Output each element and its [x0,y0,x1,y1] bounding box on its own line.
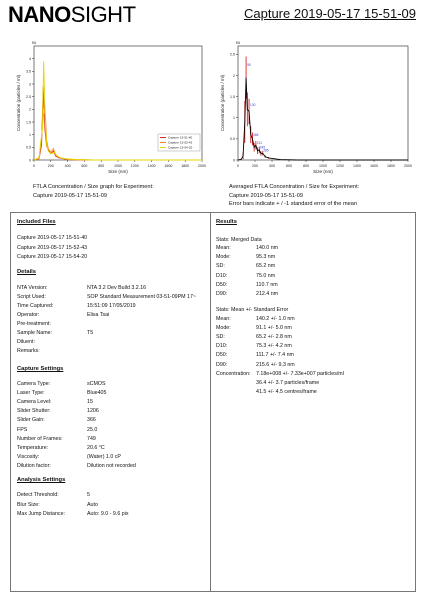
capture-setting-label: FPS [17,426,28,433]
y-tick-label: 4 [29,56,31,61]
capture-setting-label: Laser Type: [17,390,45,397]
detail-label: NTA Version: [17,285,48,291]
capture-setting-value: 749 [87,435,96,442]
analysis-setting-value: Auto [87,501,98,508]
x-tick-label: 600 [81,164,88,168]
legend-entry: Capture 15-54-20 [168,145,193,150]
stderr-stat-value: 41.5 +/- 4.5 centres/frame [256,388,317,395]
capture-setting-value: 25.0 [87,426,98,433]
x-tick-label: 1800 [181,164,190,168]
left-graph-caption [33,183,154,200]
capture-setting-value: 15 [87,399,93,406]
detail-label: Time Captured: [17,303,54,309]
x-tick-label: 200 [47,164,54,168]
capture-setting-label: Viscosity: [17,453,40,460]
x-axis-label: Size (nm) [313,169,333,174]
x-axis-label: Size (nm) [108,169,128,174]
capture-setting-value: sCMOS [87,381,106,387]
detail-label: Remarks: [17,348,40,354]
y-tick-label: 2 [29,107,31,112]
merged-stat-label: D50: [216,281,228,288]
report-box [10,212,416,592]
stderr-stat-value: 111.7 +/- 7.4 nm [256,352,294,359]
peak-label: 166 [253,132,259,137]
legend-entry: Capture 15-51-40 [168,135,193,140]
x-tick-label: 1000 [114,164,122,168]
x-tick-label: 1800 [387,164,395,168]
stderr-stat-label: D90: [216,361,228,368]
capture-setting-value: (Water) 1.0 cP [87,453,121,460]
x-tick-label: 1200 [336,164,344,168]
merged-stat-value: 212.4 nm [256,291,279,297]
detail-label: Script Used: [17,294,46,300]
section-heading-results: Results [216,219,237,225]
logo-text-sight: SIGHT [70,2,136,27]
peak-label: 285 [263,148,269,153]
x-tick-label: 1400 [147,164,156,168]
stderr-stat-label: D10: [216,343,228,350]
capture-setting-label: Camera Type: [17,381,51,387]
stderr-stat-label: Concentration: [216,370,251,377]
capture-setting-label: Dilution factor: [17,462,51,469]
merged-stat-value: 95.3 nm [256,254,276,261]
plot-frame [238,46,408,160]
caption-line: Error bars indicate + / -1 standard error of the mean [229,201,357,207]
stderr-stat-label: D50: [216,352,228,359]
stderr-stats-heading: Stats: Mean +/- Standard Error [216,307,289,313]
x-tick-label: 1600 [164,164,173,168]
x-tick-label: 400 [64,164,71,168]
y-tick-label: 2 [233,73,235,78]
detail-value: T5 [87,330,94,336]
y-exponent-label: E6 [236,41,241,45]
right-graph-caption [229,183,359,209]
capture-setting-value: Dilution not recorded [87,462,136,469]
section-heading-capture-settings: Capture Settings [17,366,64,372]
section-heading-details: Details [17,269,37,275]
y-exponent-label: E6 [32,41,37,45]
caption-line: FTLA Concentration / Size graph for Experiment: [33,184,154,190]
y-tick-label: 0.5 [26,145,31,150]
capture-setting-label: Number of Frames: [17,435,63,442]
caption-line: Capture 2019-05-17 15-51-09 [229,192,304,199]
detail-value: NTA 3.2 Dev Build 3.2.16 [87,285,147,291]
x-tick-label: 0 [33,164,35,168]
ftla-concentration-size-chart [8,32,208,182]
y-tick-label: 0 [233,158,235,163]
detail-label: Diluent: [17,339,35,345]
included-file-item: Capture 2019-05-17 15-51-40 [17,235,88,241]
stderr-stat-label: SD: [216,334,225,341]
x-tick-label: 600 [286,164,292,168]
nanosight-logo [8,3,136,27]
analysis-setting-label: Max Jump Distance: [17,511,65,517]
y-tick-label: 2.5 [26,94,31,99]
x-tick-label: 2000 [198,164,206,168]
detail-label: Sample Name: [17,330,53,336]
stderr-stat-value: 75.3 +/- 4.2 nm [256,343,292,350]
peak-label: 245 [259,145,266,150]
stderr-stat-value: 65.2 +/- 2.8 nm [256,334,292,341]
x-tick-label: 1600 [370,164,378,168]
legend-entry: Capture 15-52-43 [168,140,193,145]
peak-label: 211 [256,141,263,146]
detail-value: SOP Standard Measurement 03-51-09PM 17~ [87,294,196,300]
x-tick-label: 2000 [404,164,412,168]
analysis-setting-value: Auto: 9.0 - 9.6 pix [87,511,129,517]
included-file-item: Capture 2019-05-17 15-54-20 [17,254,88,260]
capture-setting-value: 1206 [87,408,99,415]
capture-setting-label: Camera Level: [17,399,52,406]
peak-label: 95 [247,63,251,68]
x-tick-label: 1200 [130,164,139,168]
merged-stat-label: D90: [216,291,228,297]
detail-value: 15:51:09 17/05/2019 [87,303,136,309]
capture-setting-label: Slider Shutter: [17,408,51,415]
y-tick-label: 1.5 [230,94,235,99]
x-tick-label: 1400 [353,164,361,168]
analysis-setting-label: Blur Size: [17,501,40,508]
logo-text-nano: NANO [8,2,71,27]
page-title: Capture 2019-05-17 15-51-09 [243,6,416,21]
y-tick-label: 0 [29,158,31,163]
capture-setting-value: Blue405 [87,390,107,397]
merged-stat-label: SD: [216,263,225,270]
stderr-stat-label: Mean: [216,316,231,322]
y-axis-label: Concentration (particles / ml) [16,74,21,132]
detail-value: Elisa Tsai [87,312,110,318]
merged-stat-label: D10: [216,272,228,279]
x-tick-label: 0 [237,164,239,168]
merged-stat-value: 140.0 nm [256,245,279,251]
detail-label: Pre-treatment: [17,321,51,327]
y-axis-label: Concentration (particles / ml) [220,74,225,132]
stderr-stat-label: Mode: [216,325,231,332]
merged-stat-label: Mean: [216,245,231,251]
section-heading-analysis-settings: Analysis Settings [17,477,66,483]
x-tick-label: 800 [98,164,105,168]
column-divider [210,212,211,592]
detail-label: Operator: [17,312,40,318]
stderr-stat-value: 215.6 +/- 9.3 nm [256,361,295,368]
x-tick-label: 800 [303,164,309,168]
capture-setting-value: 366 [87,417,96,424]
series-line-2 [34,107,202,160]
y-tick-label: 1 [233,116,235,121]
capture-setting-label: Slider Gain: [17,417,45,424]
x-tick-label: 1000 [319,164,327,168]
x-tick-label: 200 [252,164,258,168]
caption-line: Capture 2019-05-17 15-51-09 [33,192,108,199]
peak-label: 130 [250,103,256,108]
y-tick-label: 2.5 [230,52,235,57]
y-tick-label: 0.5 [230,137,235,142]
section-heading-included-files: Included Files [17,219,56,225]
averaged-ftla-chart [214,32,416,182]
merged-stat-value: 65.2 nm [256,263,276,270]
merged-stat-value: 110.7 nm [256,281,278,288]
analysis-setting-value: 5 [87,492,90,498]
stderr-stat-value: 36.4 +/- 3.7 particles/frame [256,379,320,386]
stderr-stat-value: 91.1 +/- 5.0 nm [256,325,292,332]
included-file-item: Capture 2019-05-17 15-52-43 [17,244,88,251]
merged-stat-label: Mode: [216,254,231,261]
analysis-setting-label: Detect Threshold: [17,492,59,498]
y-tick-label: 3 [29,82,31,87]
stderr-stat-value: 140.2 +/- 1.0 nm [256,316,295,322]
y-tick-label: 1 [29,132,31,137]
y-tick-label: 1.5 [26,120,31,125]
merged-stats-heading: Stats: Merged Data [216,237,262,243]
capture-setting-label: Temperature: [17,444,49,451]
merged-stat-value: 75.0 nm [256,272,276,279]
stderr-stat-value: 7.18e+008 +/- 7.33e+007 particles/ml [256,370,344,377]
y-tick-label: 3.5 [26,69,31,74]
caption-line: Averaged FTLA Concentration / Size for Experiment: [229,184,360,190]
capture-setting-value: 20.6 °C [87,444,105,451]
x-tick-label: 400 [269,164,275,168]
